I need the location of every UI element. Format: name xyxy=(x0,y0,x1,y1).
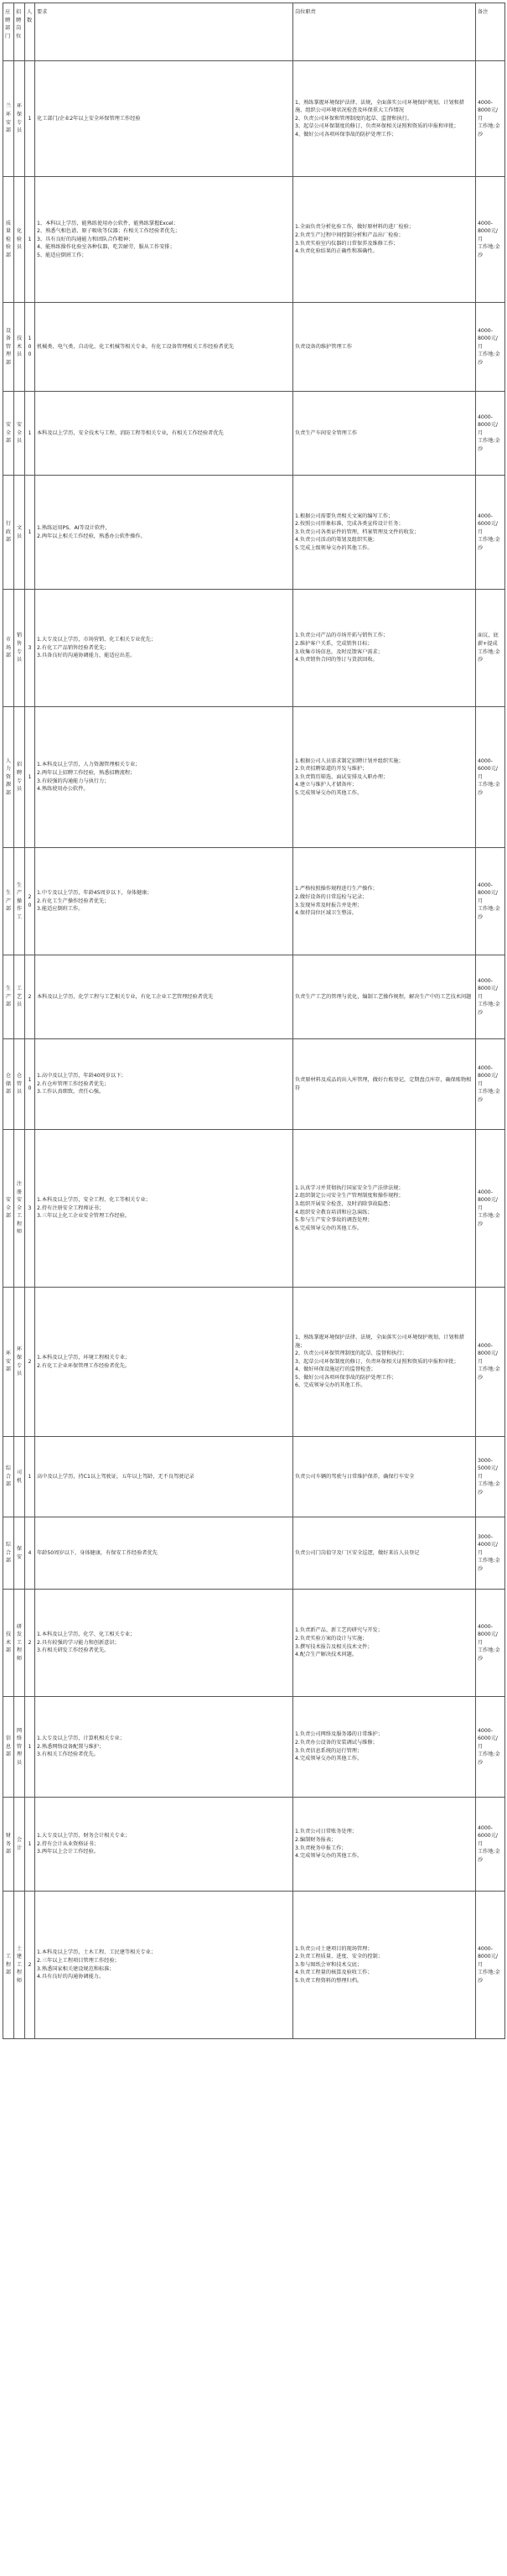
requirement-line: 2.持有注册安全工程师证书； xyxy=(37,1205,105,1211)
duty-line: 3.负责实验室内仪器的日常保养及维修工作； xyxy=(295,240,399,247)
duty-line: 2.负责生产过程中间控制分析和产品出厂检验； xyxy=(295,232,404,238)
count-cell: 1 xyxy=(25,707,35,848)
duty-line: 负责生产工艺的管理与优化，编制工艺操作规程，解决生产中的工艺技术问题 xyxy=(295,993,472,1000)
requirement-line: 2.有化工生产操作经验者优先； xyxy=(37,898,110,904)
note-line: 工作地:金沙 xyxy=(478,1481,500,1496)
note-line: 工作地:金沙 xyxy=(478,351,500,366)
duty-line: 4.负责销售合同的签订与货款回收。 xyxy=(295,657,378,664)
post-cell: 工 艺 员 xyxy=(14,955,25,1039)
duty-line: 2.组织制定公司安全生产管理制度和操作规程； xyxy=(295,1193,404,1200)
requirements-cell xyxy=(35,707,293,848)
requirements-cell xyxy=(35,955,293,1039)
table-row xyxy=(3,177,505,303)
duty-line: 1.负责公司日常账务处理； xyxy=(295,1829,357,1835)
requirement-line: 2.有化工企业环保管理工作经验者优先。 xyxy=(37,1362,131,1369)
requirement-line: 2.两年以上相关工作经验，熟悉办公软件操作。 xyxy=(37,533,146,539)
notes-cell xyxy=(476,1517,505,1590)
duties-cell xyxy=(293,1288,476,1437)
count-cell: 1 xyxy=(25,476,35,590)
post-cell: 环 保 专 员 xyxy=(14,61,25,177)
table-row xyxy=(3,1517,505,1590)
requirements-cell xyxy=(35,1039,293,1130)
duty-line: 2.负责实验方案的设计与实施； xyxy=(295,1635,368,1642)
notes-cell xyxy=(476,1798,505,1892)
note-line: 4000-8000元/月 xyxy=(478,414,499,436)
recruitment-table xyxy=(3,3,505,2039)
note-line: 工作地:金沙 xyxy=(478,123,500,138)
post-cell: 文 员 xyxy=(14,476,25,590)
table-row xyxy=(3,1590,505,1697)
duty-line: 4、做好公司各项环保事故的防护处理工作； xyxy=(295,131,397,138)
count-cell: 1 xyxy=(25,61,35,177)
count-cell: 20 xyxy=(25,848,35,955)
requirement-line: 1.本科及以上学历，人力资源管理相关专业； xyxy=(37,762,141,768)
requirement-line: 3.有相关工作经验者优先。 xyxy=(37,1751,99,1758)
duties-cell xyxy=(293,590,476,707)
dept-cell: 质 量 检 验 部 xyxy=(3,177,14,303)
duties-cell xyxy=(293,1590,476,1697)
note-line: 工作地:金沙 xyxy=(478,1002,500,1016)
requirement-line: 4.熟练使用办公软件。 xyxy=(37,786,89,793)
requirement-line: 1.大专及以上学历，财务会计相关专业； xyxy=(37,1833,131,1840)
table-row xyxy=(3,476,505,590)
requirement-line: 3、具有良好的沟通能力和团队合作精神； xyxy=(37,236,134,242)
requirement-line: 2.熟悉网络设备配置与维护； xyxy=(37,1743,105,1750)
post-cell: 网 络 管 理 员 xyxy=(14,1697,25,1798)
notes-cell xyxy=(476,955,505,1039)
dept-cell: 市 场 部 xyxy=(3,590,14,707)
table-row xyxy=(3,1437,505,1517)
duty-line: 3.负责公司各类证件的管理，档案管理及文件的收发； xyxy=(295,528,420,535)
count-cell: 2 xyxy=(25,1288,35,1437)
table-row xyxy=(3,1039,505,1130)
duty-line: 1.负责公司网络及服务器的日常维护； xyxy=(295,1731,383,1738)
post-cell: 安 全 员 xyxy=(14,392,25,476)
dept-cell: 兰 环 安 部 xyxy=(3,61,14,177)
post-cell: 销 售 专 员 xyxy=(14,590,25,707)
count-cell: 3 xyxy=(25,590,35,707)
duty-line: 1.负责新产品、新工艺的研究与开发； xyxy=(295,1627,383,1634)
requirement-line: 化工部门/企业2年以上安全环保管理工作经验 xyxy=(37,115,141,122)
requirement-line: 3.三年以上化工企业安全管理工作经验。 xyxy=(37,1213,131,1220)
note-line: 工作地:金沙 xyxy=(478,906,500,920)
requirement-line: 2.两年以上招聘工作经验，熟悉招聘流程； xyxy=(37,769,136,776)
count-cell: 4 xyxy=(25,1517,35,1590)
duty-line: 2.按照公司形象标准，完成各类宣传设计任务； xyxy=(295,521,404,528)
dept-cell: 人 力 资 源 部 xyxy=(3,707,14,848)
duty-line: 3.负责税务申报工作； xyxy=(295,1845,347,1851)
duty-line: 1.认真学习并贯彻执行国家安全生产法律法规； xyxy=(295,1184,404,1191)
post-cell: 保 安 xyxy=(14,1517,25,1590)
duty-line: 3.收集市场信息，及时反馈客户需求； xyxy=(295,648,383,655)
duty-line: 2.负责招聘渠道的开发与维护； xyxy=(295,766,368,773)
note-line: 4000-6000元/月 xyxy=(478,1824,499,1847)
duties-cell xyxy=(293,1039,476,1130)
duty-line: 4.建立与维护人才储备库； xyxy=(295,782,357,788)
dept-cell: 设 备 管 理 部 xyxy=(3,303,14,392)
notes-cell xyxy=(476,1130,505,1288)
duty-line: 负责公司门岗值守及厂区安全巡逻，做好来访人员登记 xyxy=(295,1549,420,1556)
duty-line: 3、起草公司环保制度的修订、负责环保相关证照和资质的申报和审批； xyxy=(295,123,459,130)
note-line: 工作地:金沙 xyxy=(478,782,500,796)
post-cell: 化 验 员 xyxy=(14,177,25,303)
duty-line: 4、做好环保设施运行的监督检查； xyxy=(295,1366,376,1373)
note-line: 3000-4000元/月 xyxy=(478,1533,499,1556)
requirements-cell xyxy=(35,1590,293,1697)
count-cell: 2 xyxy=(25,955,35,1039)
duty-line: 3.组织开展安全检查，及时消除事故隐患； xyxy=(295,1200,394,1207)
note-line: 4000-8000元/月 xyxy=(478,1623,499,1646)
requirements-cell xyxy=(35,61,293,177)
table-header-row xyxy=(3,3,505,61)
dept-cell: 生 产 部 xyxy=(3,848,14,955)
requirements-cell xyxy=(35,848,293,955)
requirement-line: 2.有化工产品销售经验者优先； xyxy=(37,644,110,651)
table-row xyxy=(3,1892,505,2039)
note-line: 面议，底薪+提成 xyxy=(478,632,499,647)
requirement-line: 1.本科及以上学历，环境工程相关专业； xyxy=(37,1354,131,1361)
duty-line: 3.负责信息系统的运行管理； xyxy=(295,1747,363,1754)
post-cell: 注 册 安 全 工 程 师 xyxy=(14,1130,25,1288)
header-duties: 岗位职责 xyxy=(293,3,476,61)
count-cell: 1 xyxy=(25,392,35,476)
duty-line: 负责原材料及成品的出入库管理，做好台账登记，定期盘点库存，确保账物相符 xyxy=(295,1076,472,1091)
table-row xyxy=(3,848,505,955)
duty-line: 6.完成领导交办的其他工作。 xyxy=(295,1225,363,1231)
requirement-line: 5、能适应倒班工作； xyxy=(37,252,87,258)
note-line: 4000-6000元/月 xyxy=(478,513,499,535)
duty-line: 4.负责工程量的核算及验收工作； xyxy=(295,1970,373,1976)
requirement-line: 3.能适应倒班工作。 xyxy=(37,906,84,913)
requirement-line: 3.工作认真细致，责任心强。 xyxy=(37,1089,105,1095)
note-line: 4000-8000元/月 xyxy=(478,99,499,122)
duty-line: 1.根据公司需要负责相关文案的编写工作； xyxy=(295,513,394,519)
post-cell: 生 产 操 作 工 xyxy=(14,848,25,955)
requirements-cell xyxy=(35,1798,293,1892)
notes-cell xyxy=(476,1288,505,1437)
duty-line: 负责生产车间安全管理工作 xyxy=(295,429,358,436)
count-cell: 1 xyxy=(25,1798,35,1892)
count-cell: 10 xyxy=(25,1039,35,1130)
notes-cell xyxy=(476,1892,505,2039)
post-cell: 招 聘 专 员 xyxy=(14,707,25,848)
requirement-line: 本科及以上学历，安全技术与工程、消防工程等相关专业，有相关工作经验者优先 xyxy=(37,429,224,436)
duties-cell xyxy=(293,1517,476,1590)
duty-line: 5.完成上级领导交办的其他工作。 xyxy=(295,544,373,551)
duties-cell xyxy=(293,1130,476,1288)
duty-line: 5.负责工程资料的整理归档。 xyxy=(295,1977,363,1984)
note-line: 4000-8000元/月 xyxy=(478,220,499,242)
requirement-line: 1.大专及以上学历，计算机相关专业； xyxy=(37,1736,125,1742)
dept-cell: 财 务 部 xyxy=(3,1798,14,1892)
notes-cell xyxy=(476,1039,505,1130)
duty-line: 3.撰写技术报告及相关技术文件； xyxy=(295,1643,373,1650)
requirement-line: 1.高中及以上学历，年龄40周岁以下； xyxy=(37,1073,127,1080)
note-line: 工作地:金沙 xyxy=(478,1089,500,1103)
duties-cell xyxy=(293,707,476,848)
post-cell: 会 计 xyxy=(14,1798,25,1892)
duties-cell xyxy=(293,1437,476,1517)
note-line: 工作地:金沙 xyxy=(478,1558,500,1572)
requirement-line: 2.有仓库管理工作经验者优先； xyxy=(37,1080,110,1087)
duty-line: 3、起草公司环保制度的修订，负责环保相关证照和资质的申报和审批； xyxy=(295,1358,459,1365)
requirement-line: 3.具备良好的沟通协调能力，能适应出差。 xyxy=(37,653,136,659)
duties-cell xyxy=(293,1892,476,2039)
count-cell: 1 xyxy=(25,177,35,303)
notes-cell xyxy=(476,1437,505,1517)
duty-line: 1.严格按照操作规程进行生产操作； xyxy=(295,886,378,892)
note-line: 4000-8000元/月 xyxy=(478,882,499,904)
requirements-cell xyxy=(35,476,293,590)
count-cell: 1 xyxy=(25,1437,35,1517)
requirement-line: 机械类、电气类、自动化、化工机械等相关专业，有化工设备管理相关工作经验者优先 xyxy=(37,343,235,350)
requirements-cell xyxy=(35,1892,293,2039)
duty-line: 5、做好公司各项环保事故的防护处理工作； xyxy=(295,1374,397,1381)
requirements-cell xyxy=(35,1697,293,1798)
note-line: 4000-8000元/月 xyxy=(478,1189,499,1211)
post-cell: 环 保 专 员 xyxy=(14,1288,25,1437)
note-line: 4000-6000元/月 xyxy=(478,757,499,780)
notes-cell xyxy=(476,177,505,303)
duty-line: 4.保持岗位区域卫生整洁。 xyxy=(295,910,357,917)
note-line: 4000-8000元/月 xyxy=(478,327,499,350)
post-cell: 司 机 xyxy=(14,1437,25,1517)
note-line: 4000-8000元/月 xyxy=(478,1945,499,1968)
duty-line: 4.配合生产解决技术问题。 xyxy=(295,1652,357,1658)
table-row xyxy=(3,303,505,392)
requirement-line: 本科及以上学历，化学工程与工艺相关专业，有化工企业工艺管理经验者优先 xyxy=(37,993,214,1000)
note-line: 4000-8000元/月 xyxy=(478,1342,499,1365)
table-row xyxy=(3,707,505,848)
duty-line: 5.完成领导交办的其他工作。 xyxy=(295,789,363,796)
requirements-cell xyxy=(35,1130,293,1288)
count-cell: 100 xyxy=(25,303,35,392)
dept-cell: 生 产 部 xyxy=(3,955,14,1039)
requirement-line: 1.熟练运用PS、AI等设计软件， xyxy=(37,524,111,531)
post-cell: 土 建 工 程 师 xyxy=(14,1892,25,2039)
requirement-line: 1.本科及以上学历，土木工程、工民建等相关专业； xyxy=(37,1949,157,1956)
note-line: 4000-8000元/月 xyxy=(478,977,499,1000)
duty-line: 1、熟练掌握环境保护法律、法规，全面落实公司环境保护规划、计划和措施，组织公司环境状况检查及环保重大工作情况 xyxy=(295,99,464,114)
duty-line: 4.完成领导交办的其他工作。 xyxy=(295,1853,363,1860)
duty-line: 2.负责工程质量、进度、安全的控制； xyxy=(295,1954,383,1960)
requirement-line: 3.熟悉国家相关建设规范和标准； xyxy=(37,1965,115,1972)
duty-line: 2.编制财务报表； xyxy=(295,1836,337,1843)
requirement-line: 1.本科及以上学历，安全工程、化工等相关专业； xyxy=(37,1197,151,1204)
header-requirements: 要求 xyxy=(35,3,293,61)
duty-line: 2.负责办公设备的安装调试与维修； xyxy=(295,1739,378,1746)
duties-cell xyxy=(293,392,476,476)
duties-cell xyxy=(293,303,476,392)
count-cell: 3 xyxy=(25,1130,35,1288)
duty-line: 1、熟练掌握环境保护法律、法规，全面落实公司环境保护规划、计划和措施； xyxy=(295,1334,464,1349)
duties-cell xyxy=(293,1798,476,1892)
requirement-line: 4、能熟练操作化验室各种仪器，吃苦耐劳，服从工作安排； xyxy=(37,244,175,251)
table-row xyxy=(3,955,505,1039)
duty-line: 2、负责公司环保管理制度的起草、监督和执行； xyxy=(295,1350,407,1357)
requirements-cell xyxy=(35,177,293,303)
requirement-line: 2、熟悉气相色谱、原子吸收等仪器；有相关工作经验者优先； xyxy=(37,228,180,235)
notes-cell xyxy=(476,848,505,955)
post-cell: 研 发 工 程 师 xyxy=(14,1590,25,1697)
notes-cell xyxy=(476,707,505,848)
requirement-line: 高中及以上学历，持C1以上驾驶证，五年以上驾龄，无不良驾驶记录 xyxy=(37,1473,194,1480)
table-row xyxy=(3,61,505,177)
duty-line: 6、完成领导交办的其他工作。 xyxy=(295,1382,366,1389)
dept-cell: 综 合 部 xyxy=(3,1517,14,1590)
dept-cell: 环 安 部 xyxy=(3,1288,14,1437)
requirement-line: 1.本科及以上学历，化学、化工相关专业； xyxy=(37,1631,136,1638)
post-cell: 仓 管 员 xyxy=(14,1039,25,1130)
requirements-cell xyxy=(35,1437,293,1517)
duty-line: 4.负责公司活动的策划及组织实施； xyxy=(295,537,378,544)
note-line: 工作地:金沙 xyxy=(478,1849,500,1863)
count-cell: 2 xyxy=(25,1590,35,1697)
duty-line: 3.参与图纸会审和技术交底； xyxy=(295,1961,363,1968)
post-cell: 技 术 员 xyxy=(14,303,25,392)
duty-line: 负责公司车辆的驾驶与日常维护保养，确保行车安全 xyxy=(295,1473,415,1480)
dept-cell: 行 政 部 xyxy=(3,476,14,590)
note-line: 工作地:金沙 xyxy=(478,1970,500,1984)
note-line: 工作地:金沙 xyxy=(478,1751,500,1766)
table-row xyxy=(3,392,505,476)
note-line: 工作地:金沙 xyxy=(478,537,500,551)
dept-cell: 仓 储 部 xyxy=(3,1039,14,1130)
header-post: 招聘岗位 xyxy=(14,3,25,61)
duty-line: 4.负责化验结果的正确性和准确性。 xyxy=(295,248,378,255)
header-notes: 备注 xyxy=(476,3,505,61)
table-row xyxy=(3,1798,505,1892)
note-line: 工作地:金沙 xyxy=(478,1647,500,1662)
requirements-cell xyxy=(35,1517,293,1590)
dept-cell: 信 息 部 xyxy=(3,1697,14,1798)
table-row xyxy=(3,1130,505,1288)
requirement-line: 4.具有良好的沟通协调能力。 xyxy=(37,1974,105,1980)
duty-line: 1.根据公司人员需求制定招聘计划并组织实施； xyxy=(295,757,404,764)
requirement-line: 3.两年以上会计工作经验。 xyxy=(37,1849,99,1855)
table-row xyxy=(3,1288,505,1437)
duties-cell xyxy=(293,476,476,590)
duty-line: 2、负责公司环保和管理制度的起草、监督和执行。 xyxy=(295,115,413,122)
note-line: 3000-5000元/月 xyxy=(478,1457,499,1480)
dept-cell: 综 合 部 xyxy=(3,1437,14,1517)
count-cell: 2 xyxy=(25,1892,35,2039)
note-line: 4000-6000元/月 xyxy=(478,1727,499,1750)
dept-cell: 工 程 部 xyxy=(3,1892,14,2039)
note-line: 4000-8000元/月 xyxy=(478,1064,499,1087)
duty-line: 1.负责公司产品的市场开拓与销售工作； xyxy=(295,632,389,639)
duty-line: 1.全面负责分析化验工作，做好原材料的进厂检验； xyxy=(295,224,415,231)
note-line: 工作地:金沙 xyxy=(478,244,500,258)
dept-cell: 安 全 部 xyxy=(3,392,14,476)
duties-cell xyxy=(293,61,476,177)
requirements-cell xyxy=(35,392,293,476)
notes-cell xyxy=(476,303,505,392)
dept-cell: 安 全 部 xyxy=(3,1130,14,1288)
note-line: 工作地:金沙 xyxy=(478,1213,500,1227)
notes-cell xyxy=(476,476,505,590)
note-line: 工作地:金沙 xyxy=(478,438,500,452)
duty-line: 4.完成领导交办的其他工作。 xyxy=(295,1756,363,1762)
requirement-line: 年龄50周岁以下，身体健康，有保安工作经验者优先 xyxy=(37,1549,158,1556)
requirements-cell xyxy=(35,590,293,707)
requirement-line: 3.有较强的沟通能力与执行力； xyxy=(37,778,110,784)
dept-cell: 技 术 部 xyxy=(3,1590,14,1697)
table-row xyxy=(3,1697,505,1798)
note-line: 工作地:金沙 xyxy=(478,648,500,664)
duty-line: 4.组织安全教育培训和应急演练； xyxy=(295,1209,373,1215)
duty-line: 2.维护客户关系，完成销售目标； xyxy=(295,640,373,647)
notes-cell xyxy=(476,590,505,707)
requirement-line: 1、本科以上学历，能熟练使用办公软件，能熟练掌握Excel； xyxy=(37,220,178,226)
duties-cell xyxy=(293,1697,476,1798)
duty-line: 1.负责公司土建项目的现场管理； xyxy=(295,1945,373,1952)
table-row xyxy=(3,590,505,707)
count-cell: 1 xyxy=(25,1697,35,1798)
requirements-cell xyxy=(35,303,293,392)
duty-line: 3.发现异常及时报告并处理； xyxy=(295,902,363,908)
requirement-line: 2.三年以上工程项目管理工作经验； xyxy=(37,1957,120,1964)
note-line: 工作地:金沙 xyxy=(478,1366,500,1381)
requirement-line: 2.具有较强的学习能力和创新意识； xyxy=(37,1639,120,1646)
duties-cell xyxy=(293,177,476,303)
requirement-line: 1.中专及以上学历，年龄45周岁以下，身体健康； xyxy=(37,890,153,897)
requirement-line: 3.有相关研发工作经验者优先。 xyxy=(37,1647,110,1654)
notes-cell xyxy=(476,392,505,476)
requirement-line: 1.大专及以上学历，市场营销、化工相关专业优先； xyxy=(37,637,157,643)
header-dept: 应聘部门 xyxy=(3,3,14,61)
duties-cell xyxy=(293,955,476,1039)
notes-cell xyxy=(476,61,505,177)
header-count: 人数 xyxy=(25,3,35,61)
duty-line: 2.做好设备的日常巡检与记录； xyxy=(295,893,368,900)
notes-cell xyxy=(476,1590,505,1697)
duty-line: 5.参与生产安全事故的调查处理； xyxy=(295,1217,373,1224)
duties-cell xyxy=(293,848,476,955)
notes-cell xyxy=(476,1697,505,1798)
duty-line: 负责设备的维护管理工作 xyxy=(295,343,353,350)
requirements-cell xyxy=(35,1288,293,1437)
duty-line: 3.负责简历筛选、面试安排及入职办理； xyxy=(295,773,389,780)
requirement-line: 2.持有会计从业资格证书； xyxy=(37,1840,99,1847)
